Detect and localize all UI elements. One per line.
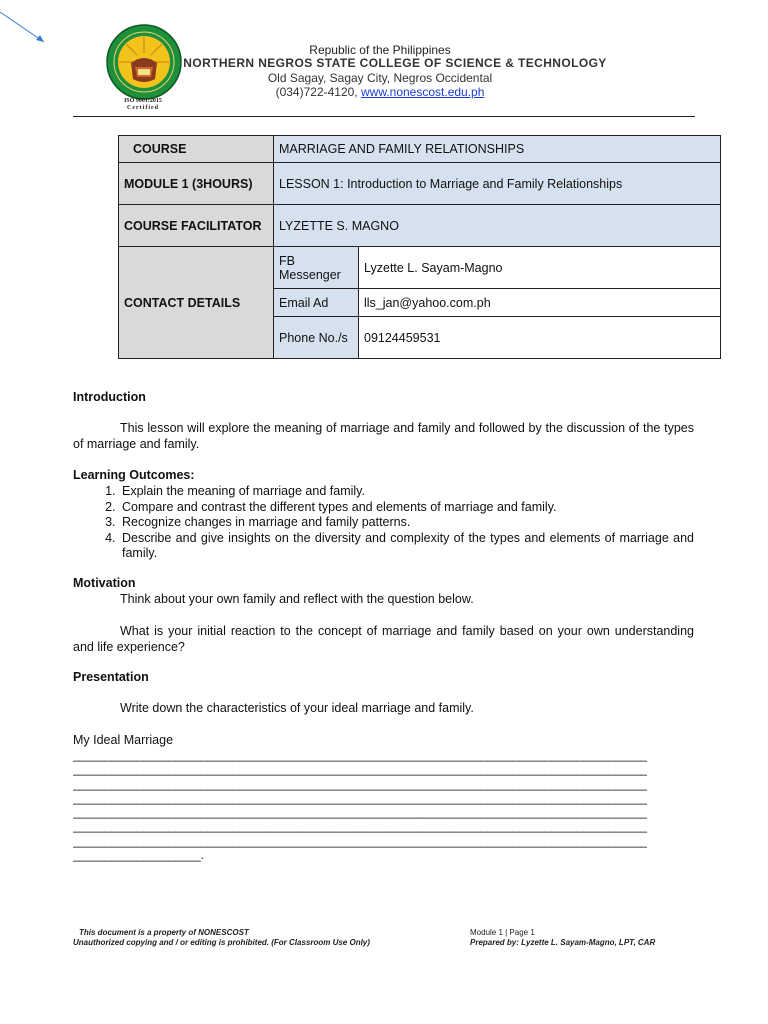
motivation-text: Think about your own family and reflect with the question below. — [120, 592, 474, 606]
answer-lines — [73, 748, 694, 862]
list-item: 3. Recognize changes in marriage and family patterns. — [119, 515, 694, 531]
college-phone: (034)722-4120, — [275, 85, 358, 99]
contact-value: lls_jan@yahoo.com.ph — [359, 289, 721, 317]
learning-outcomes-heading: Learning Outcomes: — [73, 468, 195, 482]
contact-value: Lyzette L. Sayam-Magno — [359, 247, 721, 289]
answer-line-last[interactable]: ____________________. — [73, 848, 204, 863]
presentation-heading: Presentation — [73, 670, 149, 684]
college-contact — [230, 85, 530, 99]
presentation-text: Write down the characteristics of your ideal marriage and family. — [120, 701, 474, 715]
college-name: NORTHERN NEGROS STATE COLLEGE OF SCIENCE & TECHNOLOGY — [183, 56, 607, 70]
list-item: 4. Describe and give insights on the diversity and complexity of the types and elements of marriage and family. — [119, 531, 694, 562]
module-label: MODULE 1 (3HOURS) — [119, 163, 274, 205]
republic-line: Republic of the Philippines — [309, 43, 451, 57]
answer-line[interactable]: __________________________________________________________________________________________ — [73, 776, 647, 791]
college-website-link[interactable]: www.nonescost.edu.ph — [360, 85, 485, 99]
ideal-marriage-label: My Ideal Marriage — [73, 733, 174, 747]
answer-line[interactable]: __________________________________________________________________________________________ — [73, 833, 647, 848]
course-label: COURSE — [119, 136, 274, 163]
contact-type: Phone No./s — [274, 317, 359, 359]
answer-line[interactable]: __________________________________________________________________________________________ — [73, 748, 647, 762]
header-divider — [73, 116, 695, 117]
introduction-heading: Introduction — [73, 390, 146, 404]
answer-line[interactable]: __________________________________________________________________________________________ — [73, 762, 647, 777]
course-value: MARRIAGE AND FAMILY RELATIONSHIPS — [274, 136, 721, 163]
facilitator-value: LYZETTE S. MAGNO — [274, 205, 721, 247]
answer-line[interactable]: __________________________________________________________________________________________ — [73, 819, 647, 834]
motivation-heading: Motivation — [73, 576, 136, 590]
course-info-table — [118, 135, 721, 359]
motivation-question: What is your initial reaction to the concept of marriage and family based on your own understanding and life experience? — [73, 624, 694, 654]
corner-arrow-icon — [0, 0, 60, 60]
contact-type: FB Messenger — [274, 247, 359, 289]
footer-property: This document is a property of NONESCOST — [79, 928, 249, 937]
college-address: Old Sagay, Sagay City, Negros Occidental — [267, 71, 493, 85]
answer-line[interactable]: __________________________________________________________________________________________ — [73, 790, 647, 805]
facilitator-label: COURSE FACILITATOR — [119, 205, 274, 247]
learning-outcomes-list — [73, 484, 694, 562]
seal-caption: ISO 9001:2015 Certified — [124, 98, 162, 111]
contact-type: Email Ad — [274, 289, 359, 317]
answer-line[interactable]: __________________________________________________________________________________________ — [73, 805, 647, 820]
list-item: 1. Explain the meaning of marriage and family. — [119, 484, 694, 500]
contact-value: 09124459531 — [359, 317, 721, 359]
footer-prepared-by: Prepared by: Lyzette L. Sayam-Magno, LPT, CAR — [470, 938, 656, 947]
footer-page-number: Module 1 | Page 1 — [470, 928, 535, 937]
list-item: 2. Compare and contrast the different types and elements of marriage and family. — [119, 500, 694, 516]
footer-unauthorized: Unauthorized copying and / or editing is prohibited. (For Classroom Use Only) — [73, 938, 370, 947]
module-value: LESSON 1: Introduction to Marriage and Family Relationships — [274, 163, 721, 205]
introduction-text: This lesson will explore the meaning of marriage and family and followed by the discussion of the types of marriage and family. — [73, 421, 694, 451]
contact-details-label: CONTACT DETAILS — [119, 247, 274, 359]
